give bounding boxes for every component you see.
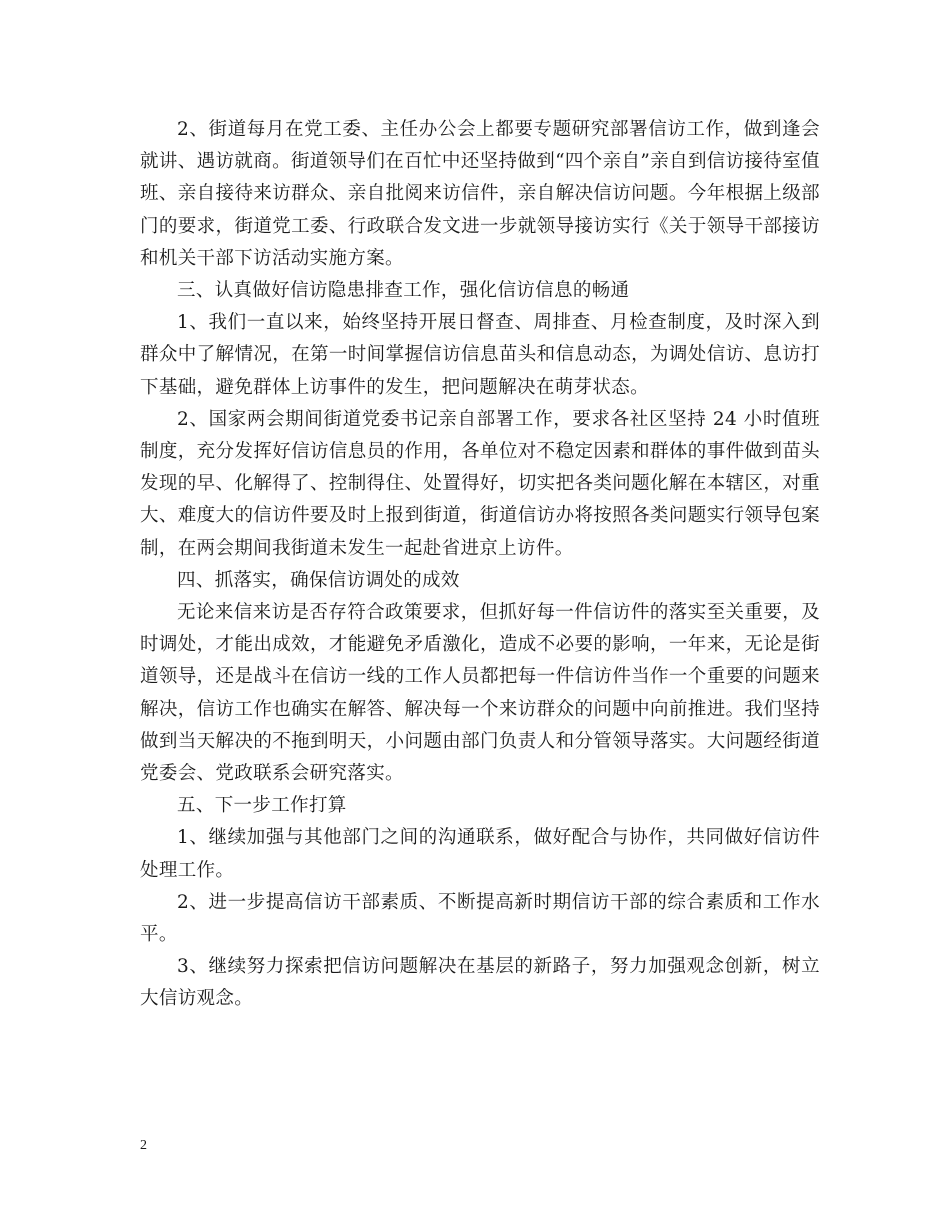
section-heading: 四、抓落实，确保信访调处的成效	[177, 569, 460, 591]
paragraph: 1、继续加强与其他部门之间的沟通联系，做好配合与协作，共同做好信访件处理工作。	[140, 827, 820, 881]
paragraph: 3、继续努力探索把信访问题解决在基层的新路子，努力加强观念创新，树立大信访观念。	[140, 956, 820, 1010]
paragraph: 2、国家两会期间街道党委书记亲自部署工作，要求各社区坚持 24 小时值班制度，充分发挥好信访信息员的作用，各单位对不稳定因素和群体的事件做到苗头发现的早、化解得了、控制得住、处置得好，切实把各类问题化解在本辖区，对重大、难度大的信访件要及时上报到街道，街道信访办将按照各类问题实行领导包案制，在两会期间我街道未发生一起赴省进京上访件。	[140, 408, 820, 559]
section-heading: 五、下一步工作打算	[177, 795, 347, 817]
paragraph: 1、我们一直以来，始终坚持开展日督查、周排查、月检查制度，及时深入到群众中了解情况，在第一时间掌握信访信息苗头和信息动态，为调处信访、息访打下基础，避免群体上访事件的发生，把问题解决在萌芽状态。	[140, 312, 820, 398]
paragraph: 无论来信来访是否存符合政策要求，但抓好每一件信访件的落实至关重要，及时调处，才能出成效，才能避免矛盾激化，造成不必要的影响，一年来，无论是街道领导，还是战斗在信访一线的工作人员都把每一件信访件当作一个重要的问题来解决，信访工作也确实在解答、解决每一个来访群众的问题中向前推进。我们坚持做到当天解决的不拖到明天，小问题由部门负责人和分管领导落实。大问题经街道党委会、党政联系会研究落实。	[140, 602, 820, 785]
document-body	[140, 114, 820, 1016]
section-heading: 三、认真做好信访隐患排查工作，强化信访信息的畅通	[177, 280, 630, 302]
paragraph: 2、进一步提高信访干部素质、不断提高新时期信访干部的综合素质和工作水平。	[140, 891, 820, 946]
page-number: 2	[140, 1138, 147, 1153]
paragraph: 2、街道每月在党工委、主任办公会上都要专题研究部署信访工作，做到逢会就讲、遇访就商。街道领导们在百忙中还坚持做到“四个亲自”亲自到信访接待室值班、亲自接待来访群众、亲自批阅来访信件，亲自解决信访问题。今年根据上级部门的要求，街道党工委、行政联合发文进一步就领导接访实行《关于领导干部接访和机关干部下访活动实施方案。	[140, 119, 820, 269]
